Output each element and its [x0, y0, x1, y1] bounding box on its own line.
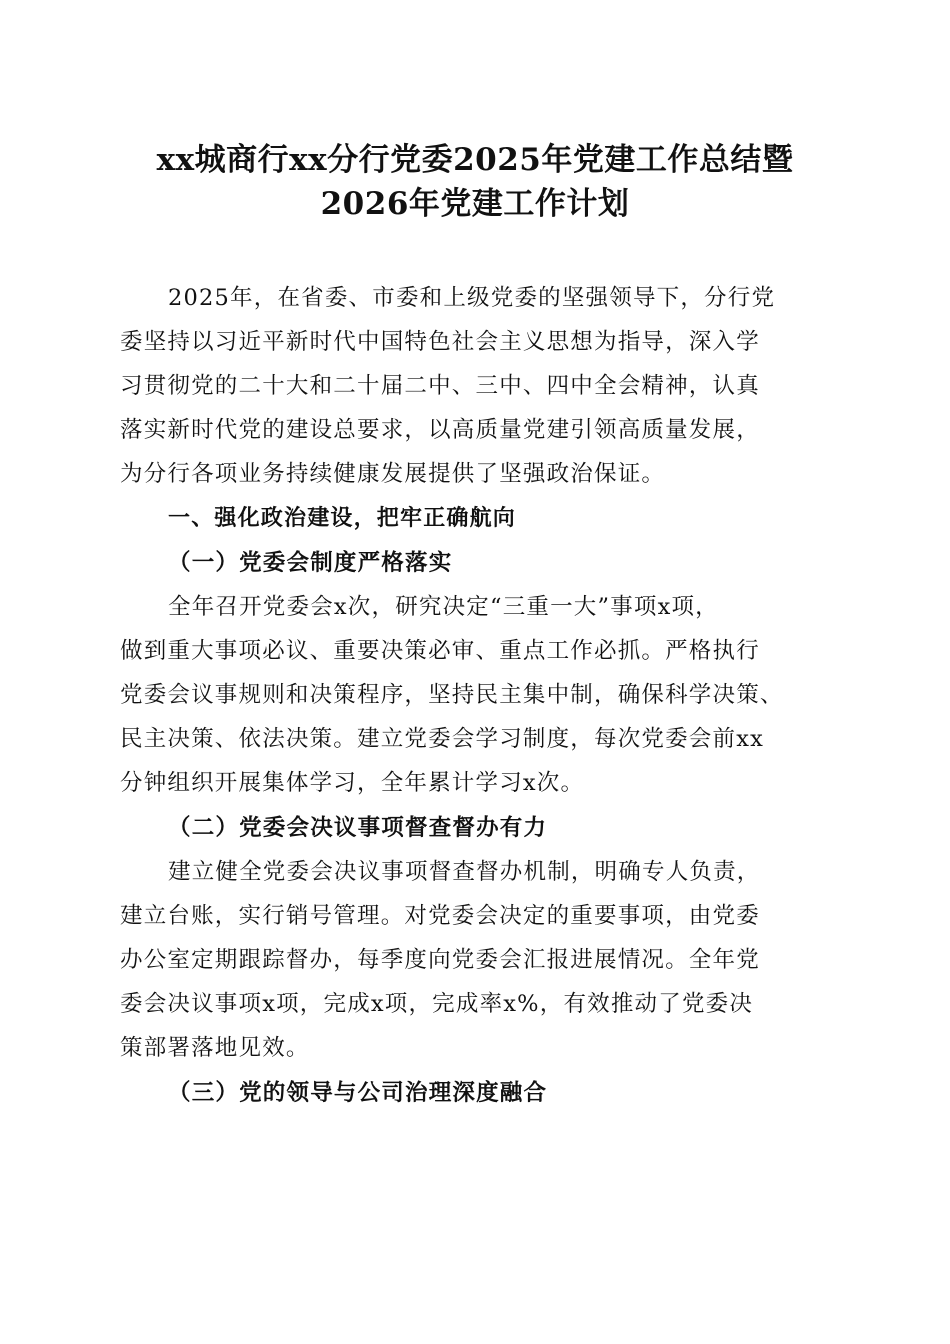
- intro-line-2: 委坚持以习近平新时代中国特色社会主义思想为指导，深入学: [120, 329, 760, 355]
- subsection-1-line-1: 全年召开党委会x次，研究决定“三重一大”事项x项，: [168, 594, 719, 620]
- subsection-1-line-2: 做到重大事项必议、重要决策必审、重点工作必抓。严格执行: [120, 638, 760, 664]
- section-1-heading: 一、强化政治建设，把牢正确航向: [168, 506, 517, 531]
- subsection-2-line-4: 委会决议事项x项，完成x项，完成率x%，有效推动了党委决: [120, 991, 754, 1017]
- subsection-1-line-3: 党委会议事规则和决策程序，坚持民主集中制，确保科学决策、: [120, 682, 784, 708]
- subsection-2-line-5: 策部署落地见效。: [120, 1035, 310, 1061]
- subsection-2-line-2: 建立台账，实行销号管理。对党委会决定的重要事项，由党委: [120, 903, 760, 929]
- intro-line-1: 2025年，在省委、市委和上级党委的坚强领导下，分行党: [168, 285, 776, 311]
- document-title-line-1: xx城商行xx分行党委2025年党建工作总结暨: [156, 142, 794, 178]
- subsection-2-line-1: 建立健全党委会决议事项督查督办机制，明确专人负责，: [168, 859, 761, 885]
- intro-line-5: 为分行各项业务持续健康发展提供了坚强政治保证。: [120, 461, 666, 487]
- intro-line-3: 习贯彻党的二十大和二十届二中、三中、四中全会精神，认真: [120, 373, 760, 399]
- subsection-3-heading: （三）党的领导与公司治理深度融合: [168, 1080, 548, 1106]
- subsection-1-heading: （一）党委会制度严格落实: [168, 550, 453, 576]
- subsection-1-line-5: 分钟组织开展集体学习，全年累计学习x次。: [120, 770, 585, 796]
- intro-line-4: 落实新时代党的建设总要求，以高质量党建引领高质量发展，: [120, 417, 760, 443]
- subsection-1-line-4: 民主决策、依法决策。建立党委会学习制度，每次党委会前xx: [120, 726, 764, 752]
- subsection-2-line-3: 办公室定期跟踪督办，每季度向党委会汇报进展情况。全年党: [120, 947, 760, 973]
- document-title-line-2: 2026年党建工作计划: [320, 186, 630, 222]
- subsection-2-heading: （二）党委会决议事项督查督办有力: [168, 815, 548, 841]
